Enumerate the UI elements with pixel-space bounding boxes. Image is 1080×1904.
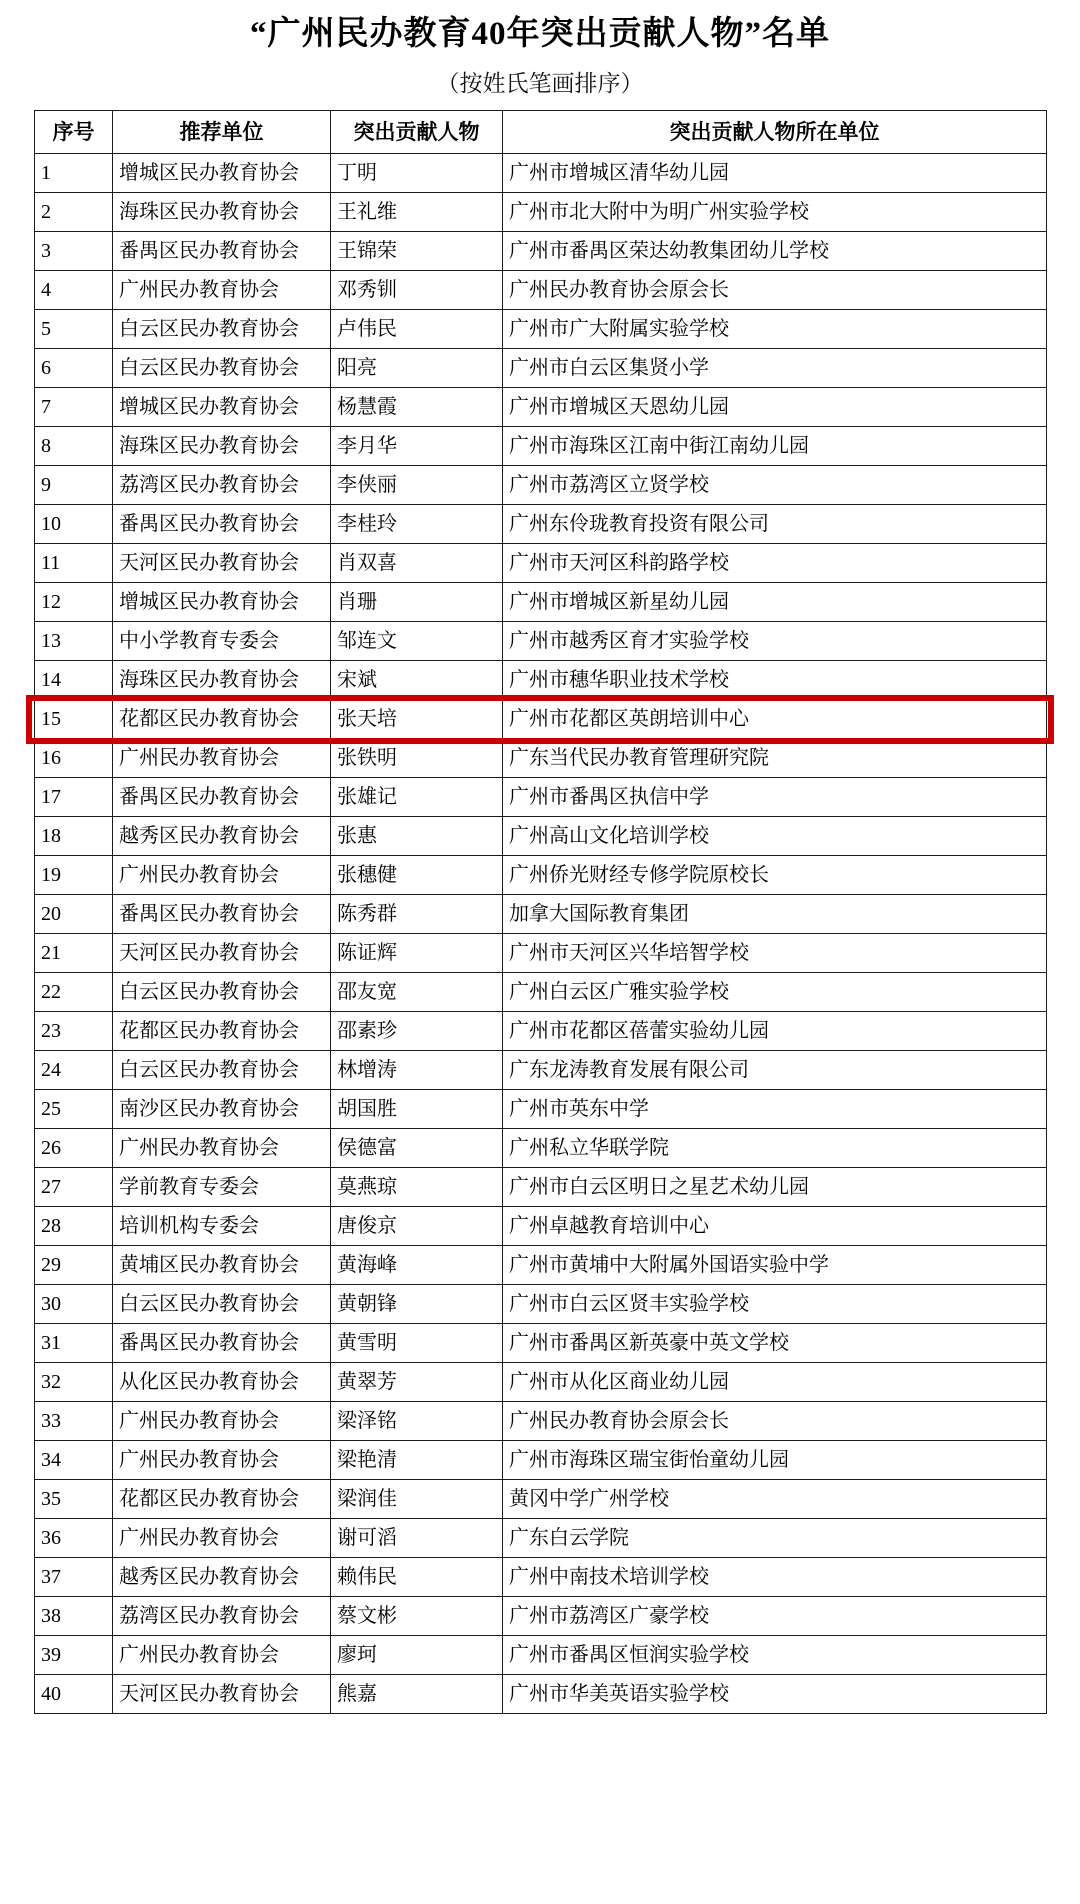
cell-index: 18 [35, 817, 113, 856]
cell-unit: 广州市白云区明日之星艺术幼儿园 [503, 1168, 1047, 1207]
cell-index: 13 [35, 622, 113, 661]
cell-person: 黄朝锋 [331, 1285, 503, 1324]
cell-unit: 广州市荔湾区广豪学校 [503, 1597, 1047, 1636]
cell-org: 培训机构专委会 [113, 1207, 331, 1246]
table-header-row [35, 111, 1047, 154]
cell-org: 广州民办教育协会 [113, 271, 331, 310]
cell-org: 增城区民办教育协会 [113, 154, 331, 193]
cell-person: 肖珊 [331, 583, 503, 622]
cell-index: 4 [35, 271, 113, 310]
cell-unit: 加拿大国际教育集团 [503, 895, 1047, 934]
cell-org: 白云区民办教育协会 [113, 1285, 331, 1324]
cell-org: 广州民办教育协会 [113, 739, 331, 778]
cell-org: 番禺区民办教育协会 [113, 232, 331, 271]
cell-person: 侯德富 [331, 1129, 503, 1168]
cell-unit: 广州市番禺区恒润实验学校 [503, 1636, 1047, 1675]
cell-person: 梁润佳 [331, 1480, 503, 1519]
cell-index: 14 [35, 661, 113, 700]
table-row [35, 1090, 1047, 1129]
cell-unit: 广州市番禺区荣达幼教集团幼儿学校 [503, 232, 1047, 271]
cell-index: 27 [35, 1168, 113, 1207]
table-row [35, 427, 1047, 466]
cell-person: 张天培 [331, 700, 503, 739]
cell-person: 谢可滔 [331, 1519, 503, 1558]
cell-unit: 广州市海珠区瑞宝街怡童幼儿园 [503, 1441, 1047, 1480]
cell-index: 33 [35, 1402, 113, 1441]
cell-org: 广州民办教育协会 [113, 856, 331, 895]
cell-index: 9 [35, 466, 113, 505]
cell-unit: 广州市白云区贤丰实验学校 [503, 1285, 1047, 1324]
cell-unit: 广州市华美英语实验学校 [503, 1675, 1047, 1714]
cell-org: 中小学教育专委会 [113, 622, 331, 661]
cell-person: 丁明 [331, 154, 503, 193]
table-row [35, 973, 1047, 1012]
cell-org: 广州民办教育协会 [113, 1129, 331, 1168]
cell-unit: 广州中南技术培训学校 [503, 1558, 1047, 1597]
cell-org: 白云区民办教育协会 [113, 349, 331, 388]
table-header [35, 111, 1047, 154]
cell-person: 张铁明 [331, 739, 503, 778]
cell-index: 2 [35, 193, 113, 232]
table-row [35, 1363, 1047, 1402]
table-row [35, 700, 1047, 739]
cell-person: 张惠 [331, 817, 503, 856]
cell-index: 12 [35, 583, 113, 622]
table-row [35, 310, 1047, 349]
cell-person: 王礼维 [331, 193, 503, 232]
cell-unit: 广州市花都区蓓蕾实验幼儿园 [503, 1012, 1047, 1051]
cell-index: 7 [35, 388, 113, 427]
cell-person: 蔡文彬 [331, 1597, 503, 1636]
cell-org: 越秀区民办教育协会 [113, 1558, 331, 1597]
cell-unit: 广州市越秀区育才实验学校 [503, 622, 1047, 661]
cell-org: 广州民办教育协会 [113, 1636, 331, 1675]
cell-org: 广州民办教育协会 [113, 1402, 331, 1441]
cell-unit: 广州民办教育协会原会长 [503, 1402, 1047, 1441]
table-row [35, 583, 1047, 622]
cell-index: 40 [35, 1675, 113, 1714]
cell-unit: 广州市天河区科韵路学校 [503, 544, 1047, 583]
cell-person: 黄海峰 [331, 1246, 503, 1285]
cell-person: 卢伟民 [331, 310, 503, 349]
cell-index: 23 [35, 1012, 113, 1051]
page-title: “广州民办教育40年突出贡献人物”名单 [250, 16, 830, 52]
cell-index: 10 [35, 505, 113, 544]
cell-unit: 广州市天河区兴华培智学校 [503, 934, 1047, 973]
cell-unit: 广州市增城区天恩幼儿园 [503, 388, 1047, 427]
cell-index: 22 [35, 973, 113, 1012]
cell-org: 天河区民办教育协会 [113, 1675, 331, 1714]
table-row [35, 1324, 1047, 1363]
cell-org: 学前教育专委会 [113, 1168, 331, 1207]
cell-person: 熊嘉 [331, 1675, 503, 1714]
cell-unit: 广州东伶珑教育投资有限公司 [503, 505, 1047, 544]
table-row [35, 1051, 1047, 1090]
table-container [0, 110, 1080, 1732]
cell-person: 廖珂 [331, 1636, 503, 1675]
cell-index: 35 [35, 1480, 113, 1519]
cell-person: 张穗健 [331, 856, 503, 895]
cell-index: 20 [35, 895, 113, 934]
cell-unit: 广州市白云区集贤小学 [503, 349, 1047, 388]
cell-org: 海珠区民办教育协会 [113, 661, 331, 700]
cell-org: 天河区民办教育协会 [113, 544, 331, 583]
cell-unit: 广州白云区广雅实验学校 [503, 973, 1047, 1012]
column-header-unit: 突出贡献人物所在单位 [503, 111, 1047, 154]
cell-person: 宋斌 [331, 661, 503, 700]
cell-person: 李桂玲 [331, 505, 503, 544]
cell-index: 24 [35, 1051, 113, 1090]
cell-index: 34 [35, 1441, 113, 1480]
cell-unit: 广东当代民办教育管理研究院 [503, 739, 1047, 778]
cell-person: 李侠丽 [331, 466, 503, 505]
cell-person: 胡国胜 [331, 1090, 503, 1129]
cell-org: 番禺区民办教育协会 [113, 778, 331, 817]
column-header-org: 推荐单位 [113, 111, 331, 154]
cell-unit: 黄冈中学广州学校 [503, 1480, 1047, 1519]
cell-index: 5 [35, 310, 113, 349]
cell-org: 增城区民办教育协会 [113, 388, 331, 427]
table-row [35, 1636, 1047, 1675]
cell-index: 15 [35, 700, 113, 739]
table-row [35, 1246, 1047, 1285]
table-row [35, 388, 1047, 427]
cell-org: 番禺区民办教育协会 [113, 1324, 331, 1363]
cell-index: 1 [35, 154, 113, 193]
table-row [35, 1207, 1047, 1246]
table-row [35, 1597, 1047, 1636]
table-row [35, 1480, 1047, 1519]
cell-org: 广州民办教育协会 [113, 1441, 331, 1480]
cell-index: 39 [35, 1636, 113, 1675]
table-row [35, 622, 1047, 661]
cell-person: 王锦荣 [331, 232, 503, 271]
cell-index: 26 [35, 1129, 113, 1168]
table-row [35, 1012, 1047, 1051]
cell-index: 32 [35, 1363, 113, 1402]
table-row [35, 466, 1047, 505]
cell-index: 28 [35, 1207, 113, 1246]
cell-index: 38 [35, 1597, 113, 1636]
cell-unit: 广州私立华联学院 [503, 1129, 1047, 1168]
cell-org: 天河区民办教育协会 [113, 934, 331, 973]
cell-org: 南沙区民办教育协会 [113, 1090, 331, 1129]
cell-person: 阳亮 [331, 349, 503, 388]
cell-index: 36 [35, 1519, 113, 1558]
cell-index: 19 [35, 856, 113, 895]
cell-unit: 广州市从化区商业幼儿园 [503, 1363, 1047, 1402]
table-row [35, 778, 1047, 817]
cell-unit: 广州市荔湾区立贤学校 [503, 466, 1047, 505]
page-subtitle: （按姓氏笔画排序） [436, 71, 644, 97]
cell-unit: 广州高山文化培训学校 [503, 817, 1047, 856]
table-row [35, 1675, 1047, 1714]
cell-org: 花都区民办教育协会 [113, 700, 331, 739]
cell-org: 白云区民办教育协会 [113, 1051, 331, 1090]
cell-index: 6 [35, 349, 113, 388]
cell-index: 37 [35, 1558, 113, 1597]
cell-org: 荔湾区民办教育协会 [113, 1597, 331, 1636]
cell-person: 邵素珍 [331, 1012, 503, 1051]
cell-unit: 广州市穗华职业技术学校 [503, 661, 1047, 700]
cell-unit: 广州民办教育协会原会长 [503, 271, 1047, 310]
cell-org: 花都区民办教育协会 [113, 1480, 331, 1519]
table-row [35, 271, 1047, 310]
table-row [35, 1285, 1047, 1324]
cell-org: 白云区民办教育协会 [113, 973, 331, 1012]
cell-unit: 广州市黄埔中大附属外国语实验中学 [503, 1246, 1047, 1285]
cell-org: 荔湾区民办教育协会 [113, 466, 331, 505]
cell-org: 增城区民办教育协会 [113, 583, 331, 622]
cell-index: 21 [35, 934, 113, 973]
table-row [35, 1129, 1047, 1168]
cell-org: 番禺区民办教育协会 [113, 505, 331, 544]
table-row [35, 232, 1047, 271]
cell-person: 梁泽铭 [331, 1402, 503, 1441]
cell-org: 海珠区民办教育协会 [113, 427, 331, 466]
table-row [35, 544, 1047, 583]
cell-index: 25 [35, 1090, 113, 1129]
cell-org: 番禺区民办教育协会 [113, 895, 331, 934]
cell-unit: 广州卓越教育培训中心 [503, 1207, 1047, 1246]
table-row [35, 1519, 1047, 1558]
table-row [35, 154, 1047, 193]
cell-person: 赖伟民 [331, 1558, 503, 1597]
cell-person: 唐俊京 [331, 1207, 503, 1246]
cell-unit: 广州市花都区英朗培训中心 [503, 700, 1047, 739]
cell-person: 邓秀钏 [331, 271, 503, 310]
cell-unit: 广州市海珠区江南中街江南幼儿园 [503, 427, 1047, 466]
cell-unit: 广州市北大附中为明广州实验学校 [503, 193, 1047, 232]
cell-index: 8 [35, 427, 113, 466]
table-row [35, 505, 1047, 544]
column-header-person: 突出贡献人物 [331, 111, 503, 154]
cell-index: 30 [35, 1285, 113, 1324]
cell-person: 肖双喜 [331, 544, 503, 583]
cell-person: 林增涛 [331, 1051, 503, 1090]
table-row [35, 739, 1047, 778]
cell-org: 广州民办教育协会 [113, 1519, 331, 1558]
cell-unit: 广州市英东中学 [503, 1090, 1047, 1129]
cell-unit: 广州市广大附属实验学校 [503, 310, 1047, 349]
table-row [35, 1168, 1047, 1207]
table-row [35, 895, 1047, 934]
cell-index: 3 [35, 232, 113, 271]
cell-index: 16 [35, 739, 113, 778]
cell-person: 张雄记 [331, 778, 503, 817]
cell-unit: 广州侨光财经专修学院原校长 [503, 856, 1047, 895]
cell-org: 花都区民办教育协会 [113, 1012, 331, 1051]
table-row [35, 1441, 1047, 1480]
cell-person: 邹连文 [331, 622, 503, 661]
cell-org: 从化区民办教育协会 [113, 1363, 331, 1402]
cell-person: 莫燕琼 [331, 1168, 503, 1207]
cell-person: 邵友宽 [331, 973, 503, 1012]
cell-org: 白云区民办教育协会 [113, 310, 331, 349]
cell-unit: 广州市番禺区新英豪中英文学校 [503, 1324, 1047, 1363]
table-row [35, 193, 1047, 232]
cell-index: 11 [35, 544, 113, 583]
cell-org: 黄埔区民办教育协会 [113, 1246, 331, 1285]
cell-unit: 广州市增城区清华幼儿园 [503, 154, 1047, 193]
table-row [35, 1402, 1047, 1441]
table-body [35, 154, 1047, 1714]
cell-index: 17 [35, 778, 113, 817]
cell-person: 黄雪明 [331, 1324, 503, 1363]
cell-person: 陈秀群 [331, 895, 503, 934]
cell-index: 31 [35, 1324, 113, 1363]
cell-person: 李月华 [331, 427, 503, 466]
cell-index: 29 [35, 1246, 113, 1285]
contributors-table [34, 110, 1047, 1714]
cell-unit: 广州市番禺区执信中学 [503, 778, 1047, 817]
table-row [35, 934, 1047, 973]
cell-person: 梁艳清 [331, 1441, 503, 1480]
table-row [35, 817, 1047, 856]
cell-unit: 广东龙涛教育发展有限公司 [503, 1051, 1047, 1090]
table-row [35, 1558, 1047, 1597]
cell-unit: 广州市增城区新星幼儿园 [503, 583, 1047, 622]
cell-org: 越秀区民办教育协会 [113, 817, 331, 856]
cell-org: 海珠区民办教育协会 [113, 193, 331, 232]
cell-person: 杨慧霞 [331, 388, 503, 427]
table-row [35, 856, 1047, 895]
cell-person: 陈证辉 [331, 934, 503, 973]
cell-person: 黄翠芳 [331, 1363, 503, 1402]
cell-unit: 广东白云学院 [503, 1519, 1047, 1558]
table-row [35, 349, 1047, 388]
column-header-index: 序号 [35, 111, 113, 154]
table-row [35, 661, 1047, 700]
